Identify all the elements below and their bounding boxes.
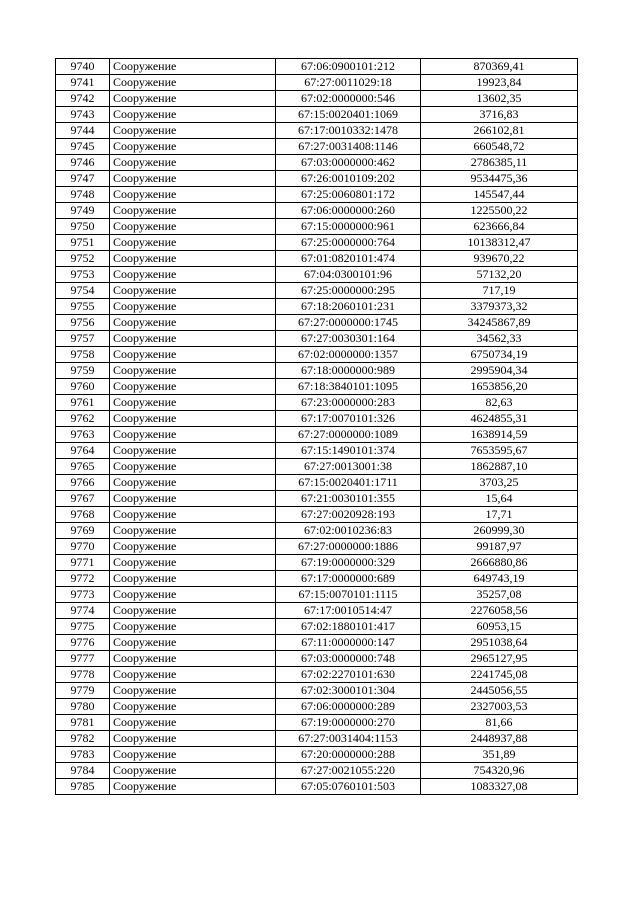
table-row xyxy=(56,139,578,155)
cadastral-number-cell: 67:17:0010514:47 xyxy=(276,603,421,619)
object-type-cell: Сооружение xyxy=(110,683,276,699)
table-row xyxy=(56,427,578,443)
table-row xyxy=(56,235,578,251)
object-type-cell: Сооружение xyxy=(110,459,276,475)
row-number-cell: 9752 xyxy=(56,251,110,267)
row-number-cell: 9769 xyxy=(56,523,110,539)
row-number-cell: 9776 xyxy=(56,635,110,651)
cadastral-number-cell: 67:02:1880101:417 xyxy=(276,619,421,635)
object-type-cell: Сооружение xyxy=(110,715,276,731)
table-row xyxy=(56,91,578,107)
cadastral-value-cell: 3379373,32 xyxy=(421,299,578,315)
cadastral-number-cell: 67:27:0030301:164 xyxy=(276,331,421,347)
cadastral-value-cell: 2951038,64 xyxy=(421,635,578,651)
object-type-cell: Сооружение xyxy=(110,699,276,715)
object-type-cell: Сооружение xyxy=(110,587,276,603)
cadastral-value-cell: 2666880,86 xyxy=(421,555,578,571)
table-row xyxy=(56,299,578,315)
cadastral-number-cell: 67:23:0000000:283 xyxy=(276,395,421,411)
row-number-cell: 9783 xyxy=(56,747,110,763)
cadastral-number-cell: 67:27:0000000:1745 xyxy=(276,315,421,331)
object-type-cell: Сооружение xyxy=(110,91,276,107)
object-type-cell: Сооружение xyxy=(110,75,276,91)
object-type-cell: Сооружение xyxy=(110,155,276,171)
object-type-cell: Сооружение xyxy=(110,667,276,683)
table-row xyxy=(56,203,578,219)
object-type-cell: Сооружение xyxy=(110,491,276,507)
object-type-cell: Сооружение xyxy=(110,171,276,187)
table-row xyxy=(56,763,578,779)
object-type-cell: Сооружение xyxy=(110,411,276,427)
cadastral-number-cell: 67:02:0000000:546 xyxy=(276,91,421,107)
table-row xyxy=(56,347,578,363)
table-row xyxy=(56,363,578,379)
table-row xyxy=(56,603,578,619)
cadastral-number-cell: 67:25:0000000:764 xyxy=(276,235,421,251)
cadastral-value-cell: 754320,96 xyxy=(421,763,578,779)
cadastral-value-cell: 57132,20 xyxy=(421,267,578,283)
cadastral-number-cell: 67:25:0000000:295 xyxy=(276,283,421,299)
row-number-cell: 9761 xyxy=(56,395,110,411)
cadastral-value-cell: 2995904,34 xyxy=(421,363,578,379)
cadastral-number-cell: 67:21:0030101:355 xyxy=(276,491,421,507)
row-number-cell: 9765 xyxy=(56,459,110,475)
cadastral-value-cell: 34245867,89 xyxy=(421,315,578,331)
cadastral-value-cell: 1653856,20 xyxy=(421,379,578,395)
object-type-cell: Сооружение xyxy=(110,731,276,747)
row-number-cell: 9766 xyxy=(56,475,110,491)
object-type-cell: Сооружение xyxy=(110,363,276,379)
row-number-cell: 9759 xyxy=(56,363,110,379)
object-type-cell: Сооружение xyxy=(110,267,276,283)
object-type-cell: Сооружение xyxy=(110,379,276,395)
cadastral-number-cell: 67:27:0000000:1886 xyxy=(276,539,421,555)
object-type-cell: Сооружение xyxy=(110,235,276,251)
cadastral-value-cell: 9534475,36 xyxy=(421,171,578,187)
object-type-cell: Сооружение xyxy=(110,331,276,347)
row-number-cell: 9770 xyxy=(56,539,110,555)
object-type-cell: Сооружение xyxy=(110,539,276,555)
table-row xyxy=(56,571,578,587)
cadastral-value-cell: 3703,25 xyxy=(421,475,578,491)
cadastral-value-cell: 260999,30 xyxy=(421,523,578,539)
table-row xyxy=(56,523,578,539)
cadastral-number-cell: 67:20:0000000:288 xyxy=(276,747,421,763)
cadastral-value-cell: 99187,97 xyxy=(421,539,578,555)
cadastral-value-cell: 3716,83 xyxy=(421,107,578,123)
table-row xyxy=(56,171,578,187)
cadastral-number-cell: 67:17:0070101:326 xyxy=(276,411,421,427)
row-number-cell: 9779 xyxy=(56,683,110,699)
row-number-cell: 9745 xyxy=(56,139,110,155)
row-number-cell: 9774 xyxy=(56,603,110,619)
cadastral-value-cell: 6750734,19 xyxy=(421,347,578,363)
cadastral-value-cell: 4624855,31 xyxy=(421,411,578,427)
cadastral-number-cell: 67:05:0760101:503 xyxy=(276,779,421,795)
cadastral-value-cell: 2276058,56 xyxy=(421,603,578,619)
cadastral-value-cell: 15,64 xyxy=(421,491,578,507)
cadastral-value-cell: 81,66 xyxy=(421,715,578,731)
table-row xyxy=(56,699,578,715)
cadastral-value-cell: 1862887,10 xyxy=(421,459,578,475)
cadastral-number-cell: 67:06:0900101:212 xyxy=(276,59,421,75)
table-row xyxy=(56,59,578,75)
object-type-cell: Сооружение xyxy=(110,59,276,75)
row-number-cell: 9750 xyxy=(56,219,110,235)
cadastral-number-cell: 67:02:0000000:1357 xyxy=(276,347,421,363)
table-row xyxy=(56,443,578,459)
table-row xyxy=(56,155,578,171)
object-type-cell: Сооружение xyxy=(110,763,276,779)
table-row xyxy=(56,491,578,507)
cadastral-number-cell: 67:26:0010109:202 xyxy=(276,171,421,187)
row-number-cell: 9771 xyxy=(56,555,110,571)
cadastral-number-cell: 67:25:0060801:172 xyxy=(276,187,421,203)
row-number-cell: 9768 xyxy=(56,507,110,523)
table-row xyxy=(56,731,578,747)
cadastral-value-cell: 10138312,47 xyxy=(421,235,578,251)
object-type-cell: Сооружение xyxy=(110,347,276,363)
row-number-cell: 9742 xyxy=(56,91,110,107)
object-type-cell: Сооружение xyxy=(110,779,276,795)
row-number-cell: 9748 xyxy=(56,187,110,203)
row-number-cell: 9755 xyxy=(56,299,110,315)
row-number-cell: 9753 xyxy=(56,267,110,283)
cadastral-number-cell: 67:15:1490101:374 xyxy=(276,443,421,459)
cadastral-number-cell: 67:27:0031408:1146 xyxy=(276,139,421,155)
cadastral-value-cell: 649743,19 xyxy=(421,571,578,587)
table-row xyxy=(56,619,578,635)
cadastral-value-cell: 82,63 xyxy=(421,395,578,411)
cadastral-number-cell: 67:03:0000000:462 xyxy=(276,155,421,171)
cadastral-value-cell: 2445056,55 xyxy=(421,683,578,699)
table-row xyxy=(56,587,578,603)
cadastral-number-cell: 67:02:3000101:304 xyxy=(276,683,421,699)
cadastral-number-cell: 67:15:0020401:1711 xyxy=(276,475,421,491)
row-number-cell: 9764 xyxy=(56,443,110,459)
table-row xyxy=(56,123,578,139)
object-type-cell: Сооружение xyxy=(110,203,276,219)
row-number-cell: 9747 xyxy=(56,171,110,187)
cadastral-number-cell: 67:06:0000000:260 xyxy=(276,203,421,219)
table-row xyxy=(56,107,578,123)
cadastral-value-cell: 7653595,67 xyxy=(421,443,578,459)
table-row xyxy=(56,251,578,267)
cadastral-number-cell: 67:15:0000000:961 xyxy=(276,219,421,235)
row-number-cell: 9757 xyxy=(56,331,110,347)
cadastral-value-cell: 2965127,95 xyxy=(421,651,578,667)
cadastral-number-cell: 67:27:0020928:193 xyxy=(276,507,421,523)
table-row xyxy=(56,475,578,491)
object-type-cell: Сооружение xyxy=(110,315,276,331)
cadastral-number-cell: 67:19:0000000:270 xyxy=(276,715,421,731)
cadastral-value-cell: 2448937,88 xyxy=(421,731,578,747)
row-number-cell: 9782 xyxy=(56,731,110,747)
cadastral-value-cell: 17,71 xyxy=(421,507,578,523)
row-number-cell: 9760 xyxy=(56,379,110,395)
row-number-cell: 9785 xyxy=(56,779,110,795)
cadastral-number-cell: 67:06:0000000:289 xyxy=(276,699,421,715)
row-number-cell: 9763 xyxy=(56,427,110,443)
cadastral-value-cell: 266102,81 xyxy=(421,123,578,139)
cadastral-number-cell: 67:17:0010332:1478 xyxy=(276,123,421,139)
cadastral-value-cell: 60953,15 xyxy=(421,619,578,635)
row-number-cell: 9777 xyxy=(56,651,110,667)
cadastral-value-cell: 34562,33 xyxy=(421,331,578,347)
table-row xyxy=(56,75,578,91)
cadastral-number-cell: 67:27:0031404:1153 xyxy=(276,731,421,747)
object-type-cell: Сооружение xyxy=(110,651,276,667)
table-row xyxy=(56,683,578,699)
table-row xyxy=(56,539,578,555)
object-type-cell: Сооружение xyxy=(110,107,276,123)
table-row xyxy=(56,555,578,571)
cadastral-number-cell: 67:02:2270101:630 xyxy=(276,667,421,683)
registry-table xyxy=(55,58,578,795)
table-row xyxy=(56,635,578,651)
cadastral-number-cell: 67:18:3840101:1095 xyxy=(276,379,421,395)
row-number-cell: 9772 xyxy=(56,571,110,587)
row-number-cell: 9751 xyxy=(56,235,110,251)
row-number-cell: 9756 xyxy=(56,315,110,331)
cadastral-number-cell: 67:15:0070101:1115 xyxy=(276,587,421,603)
object-type-cell: Сооружение xyxy=(110,475,276,491)
cadastral-value-cell: 660548,72 xyxy=(421,139,578,155)
table-row xyxy=(56,187,578,203)
object-type-cell: Сооружение xyxy=(110,139,276,155)
cadastral-value-cell: 939670,22 xyxy=(421,251,578,267)
row-number-cell: 9780 xyxy=(56,699,110,715)
row-number-cell: 9740 xyxy=(56,59,110,75)
table-row xyxy=(56,267,578,283)
cadastral-value-cell: 19923,84 xyxy=(421,75,578,91)
cadastral-value-cell: 2327003,53 xyxy=(421,699,578,715)
cadastral-value-cell: 717,19 xyxy=(421,283,578,299)
cadastral-value-cell: 623666,84 xyxy=(421,219,578,235)
cadastral-number-cell: 67:11:0000000:147 xyxy=(276,635,421,651)
cadastral-value-cell: 1225500,22 xyxy=(421,203,578,219)
table-row xyxy=(56,315,578,331)
cadastral-number-cell: 67:18:2060101:231 xyxy=(276,299,421,315)
object-type-cell: Сооружение xyxy=(110,299,276,315)
row-number-cell: 9758 xyxy=(56,347,110,363)
object-type-cell: Сооружение xyxy=(110,555,276,571)
object-type-cell: Сооружение xyxy=(110,443,276,459)
row-number-cell: 9741 xyxy=(56,75,110,91)
cadastral-value-cell: 2786385,11 xyxy=(421,155,578,171)
cadastral-number-cell: 67:27:0013001:38 xyxy=(276,459,421,475)
cadastral-value-cell: 2241745,08 xyxy=(421,667,578,683)
object-type-cell: Сооружение xyxy=(110,571,276,587)
table-row xyxy=(56,379,578,395)
object-type-cell: Сооружение xyxy=(110,123,276,139)
object-type-cell: Сооружение xyxy=(110,747,276,763)
object-type-cell: Сооружение xyxy=(110,251,276,267)
cadastral-number-cell: 67:19:0000000:329 xyxy=(276,555,421,571)
table-row xyxy=(56,747,578,763)
row-number-cell: 9784 xyxy=(56,763,110,779)
table-row xyxy=(56,715,578,731)
object-type-cell: Сооружение xyxy=(110,219,276,235)
object-type-cell: Сооружение xyxy=(110,619,276,635)
object-type-cell: Сооружение xyxy=(110,507,276,523)
object-type-cell: Сооружение xyxy=(110,635,276,651)
table-row xyxy=(56,779,578,795)
table-row xyxy=(56,459,578,475)
cadastral-number-cell: 67:27:0021055:220 xyxy=(276,763,421,779)
row-number-cell: 9778 xyxy=(56,667,110,683)
table-row xyxy=(56,507,578,523)
table-row xyxy=(56,411,578,427)
row-number-cell: 9781 xyxy=(56,715,110,731)
cadastral-value-cell: 13602,35 xyxy=(421,91,578,107)
table-row xyxy=(56,651,578,667)
table-row xyxy=(56,395,578,411)
object-type-cell: Сооружение xyxy=(110,187,276,203)
cadastral-number-cell: 67:27:0011029:18 xyxy=(276,75,421,91)
table-row xyxy=(56,331,578,347)
row-number-cell: 9775 xyxy=(56,619,110,635)
object-type-cell: Сооружение xyxy=(110,603,276,619)
row-number-cell: 9744 xyxy=(56,123,110,139)
cadastral-number-cell: 67:18:0000000:989 xyxy=(276,363,421,379)
object-type-cell: Сооружение xyxy=(110,283,276,299)
cadastral-number-cell: 67:02:0010236:83 xyxy=(276,523,421,539)
cadastral-value-cell: 145547,44 xyxy=(421,187,578,203)
row-number-cell: 9754 xyxy=(56,283,110,299)
row-number-cell: 9743 xyxy=(56,107,110,123)
table-row xyxy=(56,283,578,299)
cadastral-value-cell: 1638914,59 xyxy=(421,427,578,443)
row-number-cell: 9767 xyxy=(56,491,110,507)
cadastral-number-cell: 67:17:0000000:689 xyxy=(276,571,421,587)
table-row xyxy=(56,219,578,235)
row-number-cell: 9749 xyxy=(56,203,110,219)
object-type-cell: Сооружение xyxy=(110,523,276,539)
row-number-cell: 9762 xyxy=(56,411,110,427)
cadastral-value-cell: 870369,41 xyxy=(421,59,578,75)
registry-table-body xyxy=(56,59,578,795)
cadastral-number-cell: 67:01:0820101:474 xyxy=(276,251,421,267)
cadastral-value-cell: 351,89 xyxy=(421,747,578,763)
object-type-cell: Сооружение xyxy=(110,427,276,443)
table-row xyxy=(56,667,578,683)
cadastral-number-cell: 67:15:0020401:1069 xyxy=(276,107,421,123)
cadastral-number-cell: 67:04:0300101:96 xyxy=(276,267,421,283)
cadastral-number-cell: 67:03:0000000:748 xyxy=(276,651,421,667)
cadastral-value-cell: 1083327,08 xyxy=(421,779,578,795)
row-number-cell: 9746 xyxy=(56,155,110,171)
cadastral-value-cell: 35257,08 xyxy=(421,587,578,603)
row-number-cell: 9773 xyxy=(56,587,110,603)
cadastral-number-cell: 67:27:0000000:1089 xyxy=(276,427,421,443)
object-type-cell: Сооружение xyxy=(110,395,276,411)
